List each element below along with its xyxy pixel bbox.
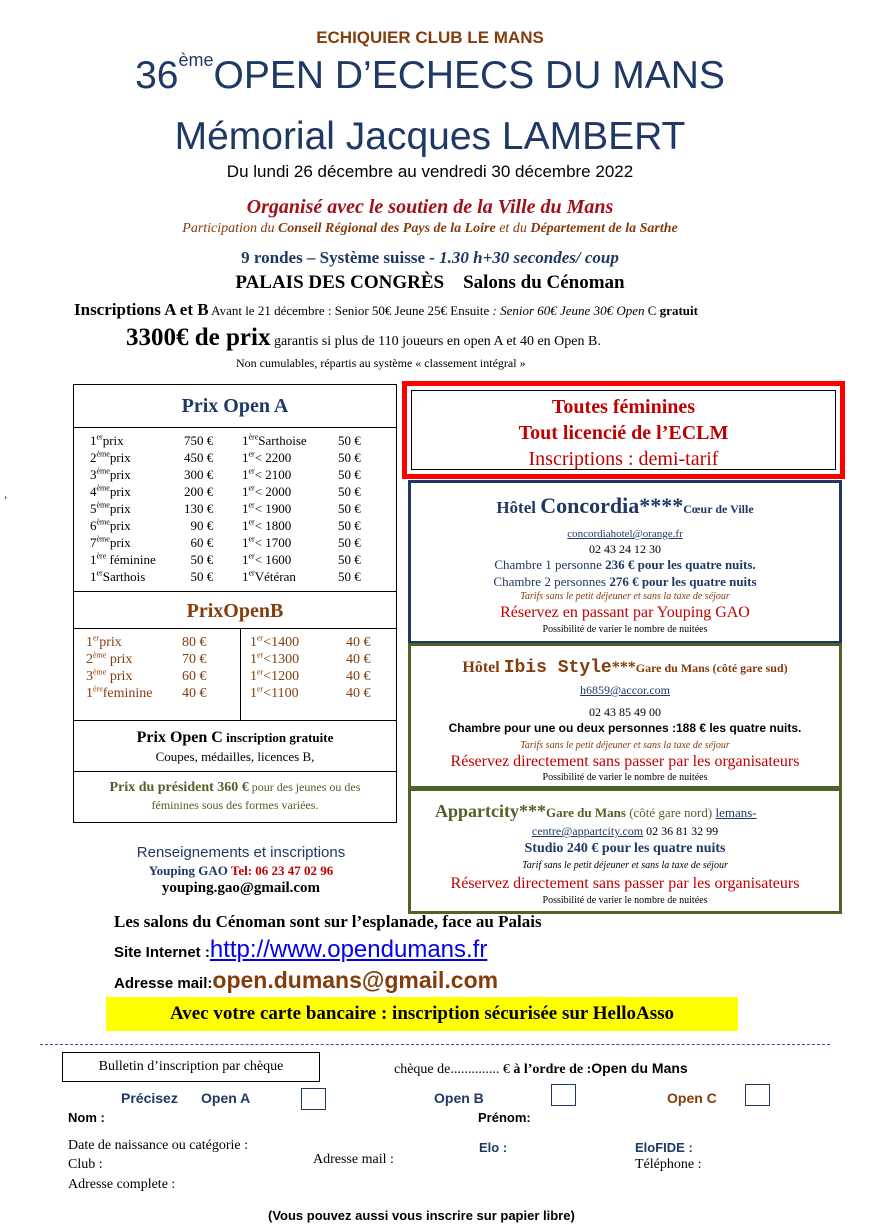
prize-label: [88, 432, 182, 449]
concordia-ch2: [411, 574, 839, 590]
prize-label: [240, 449, 336, 466]
prize-label: [248, 651, 344, 668]
prize-rank-sup: ème: [96, 449, 110, 459]
event-dates: Du lundi 26 décembre au vendredi 30 décembre 2022: [226, 162, 634, 181]
prize-category: < 1700: [254, 535, 292, 550]
rondes-text: 9 rondes – Système suisse: [241, 248, 425, 267]
prize-row: [88, 500, 215, 517]
prize-category: Vétéran: [254, 569, 296, 584]
hotel-concordia-box: [408, 480, 842, 644]
hotel-ibis-box: [408, 643, 842, 789]
prix-president-line2: féminines sous des formes variées.: [151, 798, 319, 812]
prize-label: [88, 517, 182, 534]
concordia-possibilite: Possibilité de varier le nombre de nuitées: [542, 624, 708, 635]
nom-field[interactable]: Nom :: [68, 1110, 105, 1125]
ibis-chambre: Chambre pour une ou deux personnes :188 € les quatre nuits.: [448, 721, 802, 735]
site-line: [114, 936, 487, 964]
papier-libre-note: (Vous pouvez aussi vous inscrire sur papier libre): [268, 1208, 575, 1223]
prix-open-c-text: Coupes, médailles, licences B,: [155, 749, 315, 764]
ibis-stars: ***: [611, 659, 636, 676]
divider: [73, 427, 397, 428]
prix-open-a-title: Prix Open A: [181, 395, 289, 417]
prize-rank-sup: er: [248, 568, 255, 578]
prize-rank-sup: er: [257, 633, 264, 643]
prize-rank: 1: [242, 569, 249, 584]
prize-category: Sarthois: [102, 569, 146, 584]
concordia-tarifs: Tarifs sans le petit déjeuner et sans la taxe de séjour: [520, 591, 730, 602]
prize-rank: 2: [90, 450, 97, 465]
prize-row: [88, 517, 215, 534]
prize-rank: 7: [90, 535, 97, 550]
elo-field[interactable]: Elo :: [479, 1140, 508, 1155]
prize-rank-sup: ème: [96, 466, 110, 476]
concordia-email[interactable]: concordiahotel@orange.fr: [567, 528, 683, 540]
lieu-line: PALAIS DES CONGRÈS Salons du Cénoman: [235, 272, 625, 293]
contact-email: youping.gao@gmail.com: [161, 880, 321, 896]
mail-label: Adresse mail:: [114, 975, 213, 992]
concordia-email-line: [411, 528, 839, 540]
prize-category: < 1800: [254, 518, 292, 533]
prize-category: féminine: [106, 552, 156, 567]
prize-category: <1300: [263, 652, 300, 667]
organise-line: Organisé avec le soutien de la Ville du Mans: [246, 196, 614, 218]
participation-pre: Participation du: [182, 221, 278, 236]
prize-rank-sup: er: [96, 568, 103, 578]
prize-row: [240, 500, 363, 517]
divider: [73, 628, 397, 629]
date-naissance-field[interactable]: Date de naissance ou catégorie :: [68, 1138, 248, 1153]
prize-amount: 200 €: [184, 484, 214, 499]
prize-row: [240, 534, 363, 551]
prize-rank: 1: [242, 518, 249, 533]
prize-category: prix: [99, 635, 122, 650]
prize-amount: 300 €: [184, 467, 214, 482]
prize-amount: 50 €: [338, 450, 361, 465]
prix-open-a-box: [73, 384, 397, 592]
prize-category: prix: [106, 652, 133, 667]
appartcity-stars: ***: [519, 801, 546, 821]
prize-rank: 1: [90, 569, 97, 584]
appartcity-email-line: [411, 824, 839, 839]
prize-row: [240, 483, 363, 500]
prize-category: <1200: [263, 669, 300, 684]
prize-rank-sup: er: [248, 551, 255, 561]
prize-rank: 1: [90, 433, 97, 448]
inscriptions-text4: gratuit: [659, 303, 698, 318]
appartcity-possibilite: Possibilité de varier le nombre de nuitées: [542, 895, 708, 906]
prize-rank: 2: [86, 652, 93, 667]
cheque-pre: chèque de.............. €: [394, 1062, 514, 1077]
appartcity-box: [408, 788, 842, 914]
prize-label: [84, 634, 180, 651]
prize-label: [84, 651, 180, 668]
prix-open-c-box: [73, 720, 397, 772]
prize-category: < 2100: [254, 467, 292, 482]
prize-rank-sup: er: [248, 500, 255, 510]
concordia-stars: ****: [639, 493, 684, 518]
prix-open-b-box: [73, 591, 397, 721]
mail-line: [114, 967, 498, 994]
inscriptions-line: [74, 300, 698, 320]
prize-amount: 60 €: [182, 669, 207, 684]
prize-row: [88, 551, 215, 568]
feminines-box: [402, 381, 845, 479]
ibis-name: Ibis Style: [503, 658, 612, 678]
prix-open-c-suffix: inscription gratuite: [222, 730, 334, 745]
helloasso-banner[interactable]: Avec votre carte bancaire : inscription sécurisée sur HelloAsso: [106, 997, 738, 1031]
ibis-tarifs: Tarifs sans le petit déjeuner et sans la taxe de séjour: [520, 740, 730, 751]
prize-label: [240, 483, 336, 500]
prize-row: [248, 634, 373, 651]
prize-rank-sup: er: [248, 534, 255, 544]
feminines-line2: Tout licencié de l’ECLM: [518, 422, 729, 444]
prize-label: [240, 517, 336, 534]
prize-row: [248, 668, 373, 685]
prize-amount: 50 €: [338, 569, 361, 584]
appartcity-name: Appartcity: [435, 801, 519, 821]
prize-rank: 1: [250, 635, 257, 650]
prix-open-c-title: Prix Open C: [136, 729, 223, 746]
club-field[interactable]: Club :: [68, 1157, 103, 1172]
prize-label: [240, 466, 336, 483]
bulletin-divider: [40, 1044, 830, 1045]
prize-row: [88, 466, 215, 483]
prix-president-label: Prix du président 360 €: [109, 780, 249, 795]
prize-amount: 50 €: [190, 552, 214, 567]
prize-category: feminine: [102, 686, 153, 701]
prize-amount: 90 €: [190, 518, 214, 533]
prize-rank: 1: [86, 635, 93, 650]
appartcity-reservez: Réservez directement sans passer par les organisateurs: [450, 875, 800, 892]
concordia-phone: 02 43 24 12 30: [589, 542, 661, 556]
prize-category: < 1600: [254, 552, 292, 567]
prize-category: prix: [109, 484, 131, 499]
bulletin-title: Bulletin d’inscription par chèque: [62, 1052, 320, 1082]
open-c-label: Open C: [667, 1090, 717, 1106]
prix-open-a-right: [240, 432, 363, 585]
concordia-ch2-price: 276 € pour les quatre nuits: [609, 574, 757, 589]
prize-category: < 2200: [254, 450, 292, 465]
prize-amount: 50 €: [338, 433, 361, 448]
prix-open-b-right: [248, 634, 373, 702]
prize-amount: 60 €: [190, 535, 214, 550]
divider: [240, 628, 241, 720]
prize-row: [84, 651, 209, 668]
prize-rank-sup: ème: [96, 534, 110, 544]
prize-rank: 3: [86, 669, 93, 684]
elofide-field[interactable]: EloFIDE :: [635, 1140, 693, 1155]
salons-line: Les salons du Cénoman sont sur l’esplanade, face au Palais: [114, 912, 542, 931]
prize-category: prix: [109, 518, 131, 533]
prize-rank: 1: [242, 552, 249, 567]
contact-name: Youping GAO: [148, 863, 228, 878]
prize-rank: 1: [86, 686, 93, 701]
prix-president-line1: [74, 780, 396, 796]
prize-row: [88, 483, 215, 500]
prize-row: [240, 551, 363, 568]
prix-line: [126, 324, 601, 352]
open-c-checkbox[interactable]: [745, 1084, 770, 1106]
prix-president-text1: pour des jeunes ou des: [248, 780, 361, 794]
ibis-reservez: Réservez directement sans passer par les organisateurs: [450, 753, 800, 770]
prix-open-c-title-line: [74, 729, 396, 747]
prize-rank: 3: [90, 467, 97, 482]
open-title: OPEN D’ECHECS DU MANS: [213, 54, 725, 97]
prize-amount: 40 €: [346, 686, 371, 701]
prize-label: [240, 568, 336, 585]
inscriptions-text1: Avant le 21 décembre : Senior 50€ Jeune 25€ Ensuite: [208, 303, 490, 318]
concordia-reservez: Réservez en passant par Youping GAO: [500, 604, 750, 621]
prize-label: [240, 500, 336, 517]
prize-rank-sup: er: [248, 449, 255, 459]
prize-label: [88, 500, 182, 517]
prize-amount: 130 €: [184, 501, 214, 516]
feminines-line3: Inscriptions : demi-tarif: [528, 448, 719, 470]
prize-amount: 40 €: [182, 686, 207, 701]
prize-label: [248, 668, 344, 685]
prize-amount: 50 €: [338, 501, 361, 516]
concordia-ch1: [411, 557, 839, 573]
prize-label: [88, 449, 182, 466]
prize-row: [240, 517, 363, 534]
prize-label: [240, 551, 336, 568]
open-a-checkbox[interactable]: [301, 1088, 326, 1110]
prize-amount: 450 €: [184, 450, 214, 465]
prize-rank: 5: [90, 501, 97, 516]
renseignements-title: Renseignements et inscriptions: [136, 844, 346, 861]
ibis-suffix: Gare du Mans (côté gare sud): [635, 661, 788, 675]
prize-category: prix: [109, 535, 131, 550]
cheque-ordre: à l’ordre de :: [513, 1062, 592, 1077]
prize-category: prix: [102, 433, 124, 448]
prix-total: 3300€ de prix: [126, 324, 271, 351]
prize-row: [88, 568, 215, 585]
cheque-line: [394, 1060, 688, 1078]
ibis-phone: 02 43 85 49 00: [589, 705, 661, 719]
appartcity-email-part2[interactable]: centre@appartcity.com: [531, 824, 644, 838]
prize-rank: 1: [242, 484, 249, 499]
memorial-title: Mémorial Jacques LAMBERT: [174, 115, 686, 158]
prize-rank-sup: ère: [93, 684, 103, 694]
adresse-mail-field[interactable]: Adresse mail :: [313, 1152, 394, 1167]
prize-amount: 80 €: [182, 635, 207, 650]
prize-rank: 1: [242, 535, 249, 550]
ibis-pre: Hôtel: [462, 659, 504, 676]
prize-label: [240, 534, 336, 551]
prize-rank-sup: er: [248, 483, 255, 493]
prize-rank: 1: [242, 450, 249, 465]
precisez-label: Précisez: [121, 1090, 178, 1106]
prize-rank-sup: ème: [93, 650, 107, 660]
prize-amount: 50 €: [190, 569, 214, 584]
prize-rank: 1: [242, 467, 249, 482]
site-link[interactable]: http://www.opendumans.fr: [209, 936, 488, 963]
appartcity-studio: Studio 240 € pour les quatre nuits: [524, 841, 726, 856]
appartcity-title: [435, 801, 757, 822]
prize-rank-sup: ère: [248, 432, 259, 442]
prize-category: <1100: [263, 686, 299, 701]
site-label: Site Internet :: [114, 944, 210, 961]
prize-row: [88, 534, 215, 551]
prize-row: [248, 685, 373, 702]
prize-amount: 40 €: [346, 669, 371, 684]
appartcity-phone: 02 36 81 32 99: [643, 824, 719, 838]
prize-category: prix: [109, 501, 131, 516]
concordia-suffix: Cœur de Ville: [683, 502, 754, 516]
concordia-ch2-pre: Chambre 2 personnes: [493, 574, 610, 589]
prize-rank-sup: er: [257, 667, 264, 677]
prize-rank-sup: ème: [96, 517, 110, 527]
cheque-to: Open du Mans: [591, 1060, 688, 1076]
prize-rank: 1: [90, 552, 97, 567]
prize-rank: 1: [242, 501, 249, 516]
prize-row: [84, 668, 209, 685]
prize-rank: 1: [250, 686, 257, 701]
prize-amount: 50 €: [338, 535, 361, 550]
prize-label: [88, 483, 182, 500]
prize-label: [84, 668, 180, 685]
prix-president-box: [73, 771, 397, 823]
ibis-email[interactable]: h6859@accor.com: [579, 683, 671, 697]
inscriptions-text2: : Senior 60€ Jeune 30€ Open: [489, 303, 645, 318]
concordia-name: Concordia: [540, 493, 640, 518]
prix-condition: garantis si plus de 110 joueurs en open A et 40 en Open B.: [270, 334, 601, 349]
prize-label: [88, 534, 182, 551]
prize-amount: 70 €: [182, 652, 207, 667]
contact-tel: Tel: 06 23 47 02 96: [227, 863, 334, 878]
concordia-ch1-pre: Chambre 1 personne: [494, 557, 606, 572]
prize-row: [240, 449, 363, 466]
participation-line: [0, 221, 860, 237]
prize-row: [248, 651, 373, 668]
open-a-label: Open A: [201, 1090, 251, 1106]
rondes-line: [0, 248, 860, 268]
prize-amount: 40 €: [346, 635, 371, 650]
prize-row: [240, 432, 363, 449]
concordia-ch1-price: 236 € pour les quatre nuits.: [605, 557, 756, 572]
prize-rank-sup: er: [257, 684, 264, 694]
prize-label: [88, 466, 182, 483]
prize-category: < 1900: [254, 501, 292, 516]
prize-row: [84, 685, 209, 702]
prize-label: [88, 568, 182, 585]
prize-row: [84, 634, 209, 651]
prize-rank-sup: er: [248, 466, 255, 476]
cadence-text: - 1.30 h+30 secondes/ coup: [425, 248, 619, 267]
ibis-email-line: [411, 683, 839, 698]
prize-amount: 40 €: [346, 652, 371, 667]
renseignements-email: [96, 880, 386, 897]
prize-rank: 6: [90, 518, 97, 533]
prize-category: prix: [109, 450, 131, 465]
prize-rank-sup: er: [248, 517, 255, 527]
appartcity-tarifs: Tarif sans le petit déjeuner et sans la taxe de séjour: [522, 860, 728, 871]
participation-region: Conseil Régional des Pays de la Loire: [277, 221, 496, 236]
ibis-title: [411, 658, 839, 678]
prize-rank-sup: ème: [96, 483, 110, 493]
prize-label: [84, 685, 180, 702]
prize-rank-sup: ère: [96, 551, 107, 561]
prize-rank: 4: [90, 484, 97, 499]
prenom-field[interactable]: Prénom:: [478, 1110, 531, 1125]
inscriptions-text3: C: [644, 303, 660, 318]
adresse-complete-field[interactable]: Adresse complete :: [68, 1177, 176, 1192]
prize-label: [248, 685, 344, 702]
prize-rank-sup: er: [96, 432, 103, 442]
open-number-sup: ème: [178, 50, 214, 70]
event-title: [0, 52, 860, 100]
ibis-possibilite: Possibilité de varier le nombre de nuitées: [542, 772, 708, 783]
prize-label: [88, 551, 182, 568]
prize-label: [240, 432, 336, 449]
concordia-title: [411, 493, 839, 519]
prize-rank: 1: [250, 669, 257, 684]
prize-rank-sup: er: [93, 633, 100, 643]
prize-row: [240, 466, 363, 483]
open-b-checkbox[interactable]: [551, 1084, 576, 1106]
appartcity-suffix: Gare du Mans: [546, 805, 626, 820]
prize-rank-sup: ème: [96, 500, 110, 510]
prize-rank: 1: [242, 433, 249, 448]
prix-open-b-left: [84, 634, 209, 702]
prize-category: Sarthoise: [258, 433, 307, 448]
appartcity-suffix2: (côté gare nord): [625, 805, 716, 820]
prize-label: [248, 634, 344, 651]
mail-address[interactable]: open.dumans@gmail.com: [212, 967, 499, 993]
prize-category: prix: [106, 669, 133, 684]
prize-rank: 1: [250, 652, 257, 667]
open-number: 36: [135, 54, 179, 97]
prix-open-a-left: [88, 432, 215, 585]
prize-rank-sup: er: [257, 650, 264, 660]
prize-amount: 50 €: [338, 484, 361, 499]
prize-category: prix: [109, 467, 131, 482]
prize-row: [88, 449, 215, 466]
prize-amount: 50 €: [338, 552, 361, 567]
concordia-pre: Hôtel: [496, 498, 541, 517]
inscriptions-label: Inscriptions A et B: [74, 300, 209, 319]
club-name: ECHIQUIER CLUB LE MANS: [316, 28, 544, 47]
prize-amount: 50 €: [338, 467, 361, 482]
stray-comma: ,: [4, 486, 8, 501]
non-cumulables: Non cumulables, répartis au système « classement intégral »: [236, 356, 526, 370]
prize-row: [240, 568, 363, 585]
telephone-field[interactable]: Téléphone :: [635, 1157, 702, 1172]
participation-dept: Département de la Sarthe: [530, 221, 678, 236]
prix-open-b-title: PrixOpenB: [186, 600, 284, 622]
feminines-line1: Toutes féminines: [551, 396, 696, 418]
open-b-label: Open B: [434, 1090, 484, 1106]
participation-mid: et du: [495, 221, 531, 236]
renseignements-contact: [96, 863, 386, 879]
prize-amount: 750 €: [184, 433, 214, 448]
prize-category: <1400: [263, 635, 300, 650]
prize-category: < 2000: [254, 484, 292, 499]
prize-row: [88, 432, 215, 449]
prize-amount: 50 €: [338, 518, 361, 533]
prize-rank-sup: ème: [93, 667, 107, 677]
appartcity-email-part1[interactable]: lemans-: [715, 805, 757, 820]
